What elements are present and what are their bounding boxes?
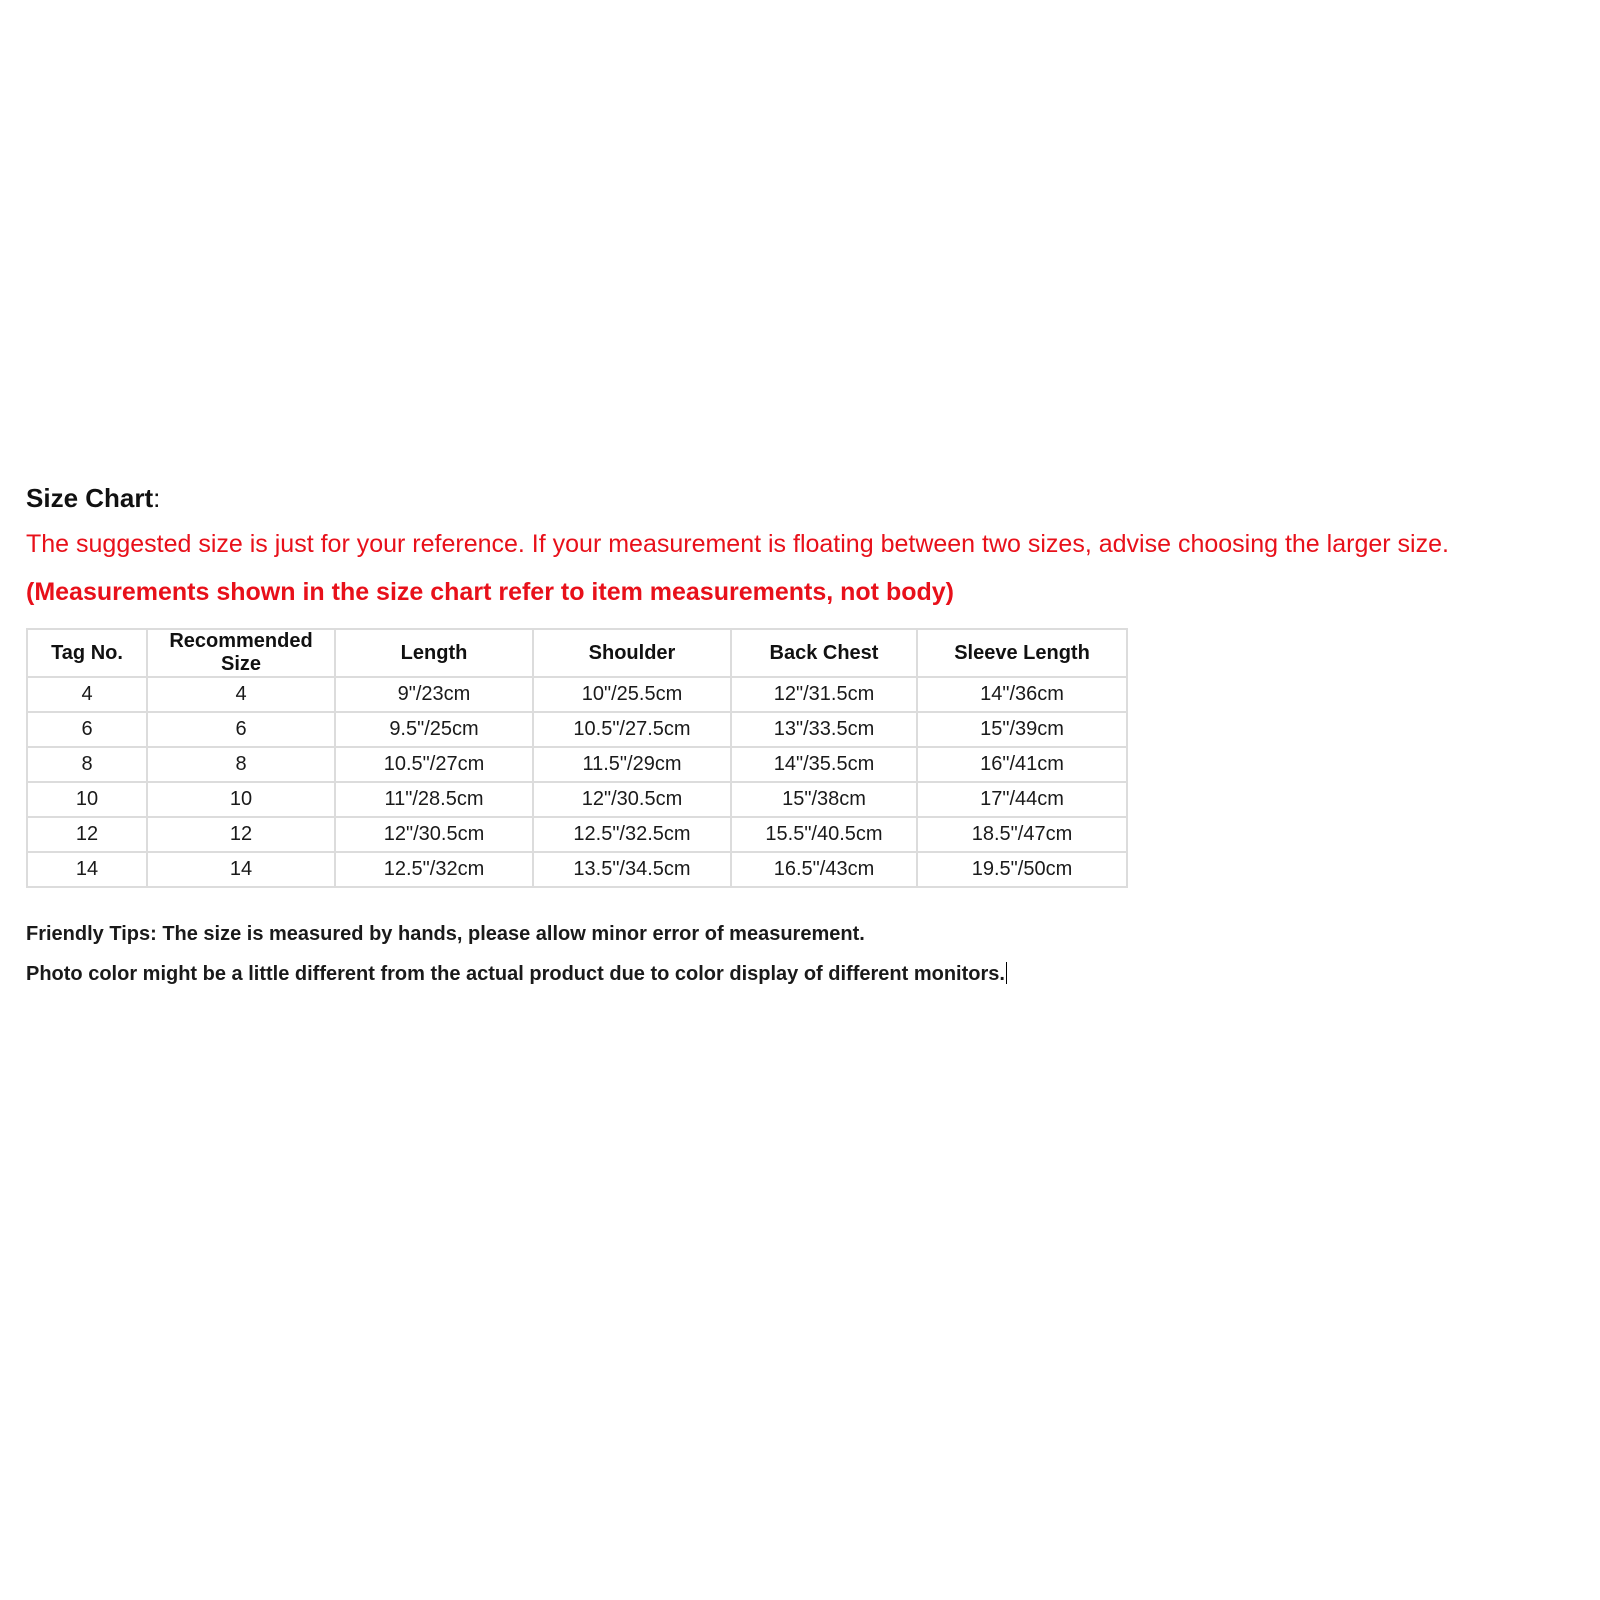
table-row [27,677,1127,712]
cell-recommended-size: 14 [147,852,335,887]
tips-line-color [26,954,1566,994]
cell-sleeve-length: 17"/44cm [917,782,1127,817]
header-back-chest: Back Chest [731,629,917,677]
cell-back-chest: 15"/38cm [731,782,917,817]
tips-line-color-text: Photo color might be a little different from the actual product due to color display of different monitors. [26,963,1005,985]
header-length: Length [335,629,533,677]
cell-tag-no: 10 [27,782,147,817]
cell-tag-no: 4 [27,677,147,712]
cell-length: 11"/28.5cm [335,782,533,817]
cell-sleeve-length: 15"/39cm [917,712,1127,747]
cell-back-chest: 16.5"/43cm [731,852,917,887]
header-recommended-size: Recommended Size [147,629,335,677]
cell-shoulder: 10"/25.5cm [533,677,731,712]
cell-recommended-size: 10 [147,782,335,817]
cell-shoulder: 11.5"/29cm [533,747,731,782]
cell-recommended-size: 12 [147,817,335,852]
table-row [27,817,1127,852]
cell-shoulder: 13.5"/34.5cm [533,852,731,887]
cell-tag-no: 14 [27,852,147,887]
table-row [27,747,1127,782]
cell-sleeve-length: 19.5"/50cm [917,852,1127,887]
cell-length: 9"/23cm [335,677,533,712]
table-header-row [27,629,1127,677]
cell-tag-no: 6 [27,712,147,747]
cell-shoulder: 12"/30.5cm [533,782,731,817]
size-table [26,628,1128,888]
cell-recommended-size: 4 [147,677,335,712]
cell-length: 12.5"/32cm [335,852,533,887]
cell-back-chest: 15.5"/40.5cm [731,817,917,852]
header-tag-no: Tag No. [27,629,147,677]
cell-recommended-size: 8 [147,747,335,782]
header-sleeve-length: Sleeve Length [917,629,1127,677]
cell-recommended-size: 6 [147,712,335,747]
text-cursor [1006,962,1007,984]
cell-length: 9.5"/25cm [335,712,533,747]
title-colon: : [153,483,161,513]
cell-sleeve-length: 14"/36cm [917,677,1127,712]
header-shoulder: Shoulder [533,629,731,677]
table-row [27,852,1127,887]
cell-back-chest: 14"/35.5cm [731,747,917,782]
cell-sleeve-length: 16"/41cm [917,747,1127,782]
cell-tag-no: 8 [27,747,147,782]
reference-note: The suggested size is just for your reference. If your measurement is floating between two sizes, advise choosing the larger size. [26,530,1449,558]
cell-shoulder: 10.5"/27.5cm [533,712,731,747]
title-text: Size Chart [26,483,154,513]
size-chart-section [26,480,1566,994]
measurement-note: (Measurements shown in the size chart refer to item measurements, not body) [26,578,954,606]
cell-shoulder: 12.5"/32.5cm [533,817,731,852]
friendly-tips [26,914,1566,994]
table-row [27,712,1127,747]
cell-back-chest: 12"/31.5cm [731,677,917,712]
cell-tag-no: 12 [27,817,147,852]
size-chart-title [26,480,1566,516]
table-row [27,782,1127,817]
tips-line-measurement: Friendly Tips: The size is measured by hands, please allow minor error of measurement. [26,923,865,945]
cell-back-chest: 13"/33.5cm [731,712,917,747]
cell-length: 12"/30.5cm [335,817,533,852]
cell-length: 10.5"/27cm [335,747,533,782]
cell-sleeve-length: 18.5"/47cm [917,817,1127,852]
